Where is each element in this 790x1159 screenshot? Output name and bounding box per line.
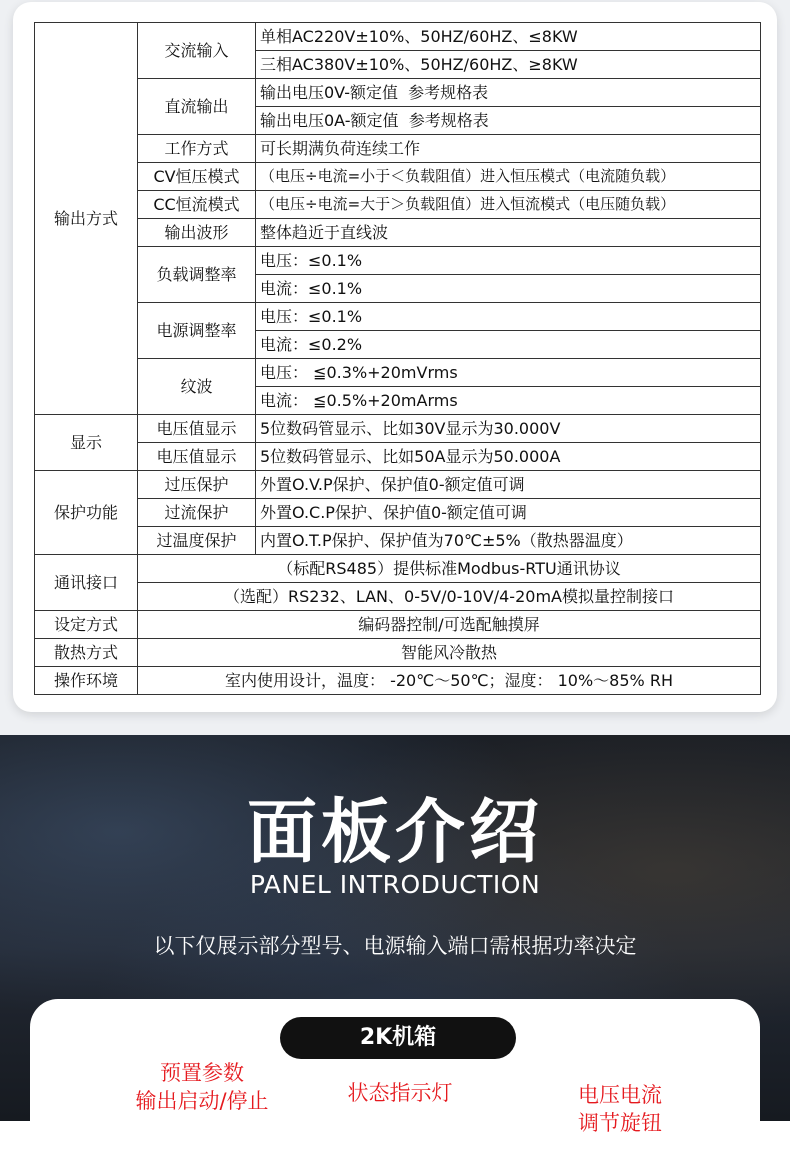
ac-input-label: 交流输入 [138,23,256,79]
source-regulation-voltage: 电压：≤0.1% [256,303,761,331]
spec-table [34,22,761,695]
dc-output-label: 直流输出 [138,79,256,135]
chassis-label: 2K机箱 [280,1017,516,1059]
ovp-label: 过压保护 [138,471,256,499]
work-mode-label: 工作方式 [138,135,256,163]
setting-value: 编码器控制/可选配触摸屏 [138,611,761,639]
setting-heading: 设定方式 [35,611,138,639]
panel-card [30,999,760,1159]
ripple-label: 纹波 [138,359,256,415]
source-regulation-current: 电流：≤0.2% [256,331,761,359]
environment-value: 室内使用设计，温度： -20℃～50℃；湿度： 10%～85% RH [138,667,761,695]
environment-heading: 操作环境 [35,667,138,695]
display-heading: 显示 [35,415,138,471]
label-preset-line1: 预置参数 [160,1061,244,1085]
ocp-value: 外置O.C.P保护、保护值0-额定值可调 [256,499,761,527]
display-row2-label: 电压值显示 [138,443,256,471]
label-preset-line2: 输出启动/停止 [135,1089,269,1113]
ac-input-single-phase: 单相AC220V±10%、50HZ/60HZ、≤8KW [256,23,761,51]
comm-standard: （标配RS485）提供标准Modbus-RTU通讯协议 [138,555,761,583]
label-vi-line1: 电压电流 [578,1083,662,1107]
comm-optional: （选配）RS232、LAN、0-5V/0-10V/4-20mA模拟量控制接口 [138,583,761,611]
ovp-value: 外置O.V.P保护、保护值0-额定值可调 [256,471,761,499]
otp-label: 过温度保护 [138,527,256,555]
label-status: 状态指示灯 [347,1081,453,1105]
panel-title: 面板介绍 [247,791,543,873]
load-regulation-voltage: 电压：≤0.1% [256,247,761,275]
otp-value: 内置O.T.P保护、保护值为70℃±5%（散热器温度） [256,527,761,555]
label-vi-line2: 调节旋钮 [578,1111,662,1135]
source-regulation-label: 电源调整率 [138,303,256,359]
work-mode-value: 可长期满负荷连续工作 [256,135,761,163]
load-regulation-label: 负载调整率 [138,247,256,303]
label-vi [535,1081,705,1137]
cc-mode-value: （电压÷电流=大于＞负载阻值）进入恒流模式（电压随负载） [256,191,761,219]
display-row1-label: 电压值显示 [138,415,256,443]
cooling-value: 智能风冷散热 [138,639,761,667]
comm-heading: 通讯接口 [35,555,138,611]
protection-heading: 保护功能 [35,471,138,555]
panel-note: 以下仅展示部分型号、电源输入端口需根据功率决定 [153,934,637,958]
display-row2-value: 5位数码管显示、比如50A显示为50.000A [256,443,761,471]
load-regulation-current: 电流：≤0.1% [256,275,761,303]
waveform-value: 整体趋近于直线波 [256,219,761,247]
ocp-label: 过流保护 [138,499,256,527]
cv-mode-value: （电压÷电流=小于＜负载阻值）进入恒压模式（电流随负载） [256,163,761,191]
cc-mode-label: CC恒流模式 [138,191,256,219]
panel-intro-section [0,735,790,1135]
cooling-heading: 散热方式 [35,639,138,667]
ac-input-three-phase: 三相AC380V±10%、50HZ/60HZ、≥8KW [256,51,761,79]
output-mode-heading: 输出方式 [35,23,138,415]
dc-output-current: 输出电压0A-额定值 参考规格表 [256,107,761,135]
waveform-label: 输出波形 [138,219,256,247]
ripple-current: 电流： ≦0.5%+20mArms [256,387,761,415]
panel-subtitle: PANEL INTRODUCTION [249,870,541,899]
cv-mode-label: CV恒压模式 [138,163,256,191]
ripple-voltage: 电压： ≦0.3%+20mVrms [256,359,761,387]
dc-output-voltage: 输出电压0V-额定值 参考规格表 [256,79,761,107]
label-preset [102,1059,302,1115]
display-row1-value: 5位数码管显示、比如30V显示为30.000V [256,415,761,443]
